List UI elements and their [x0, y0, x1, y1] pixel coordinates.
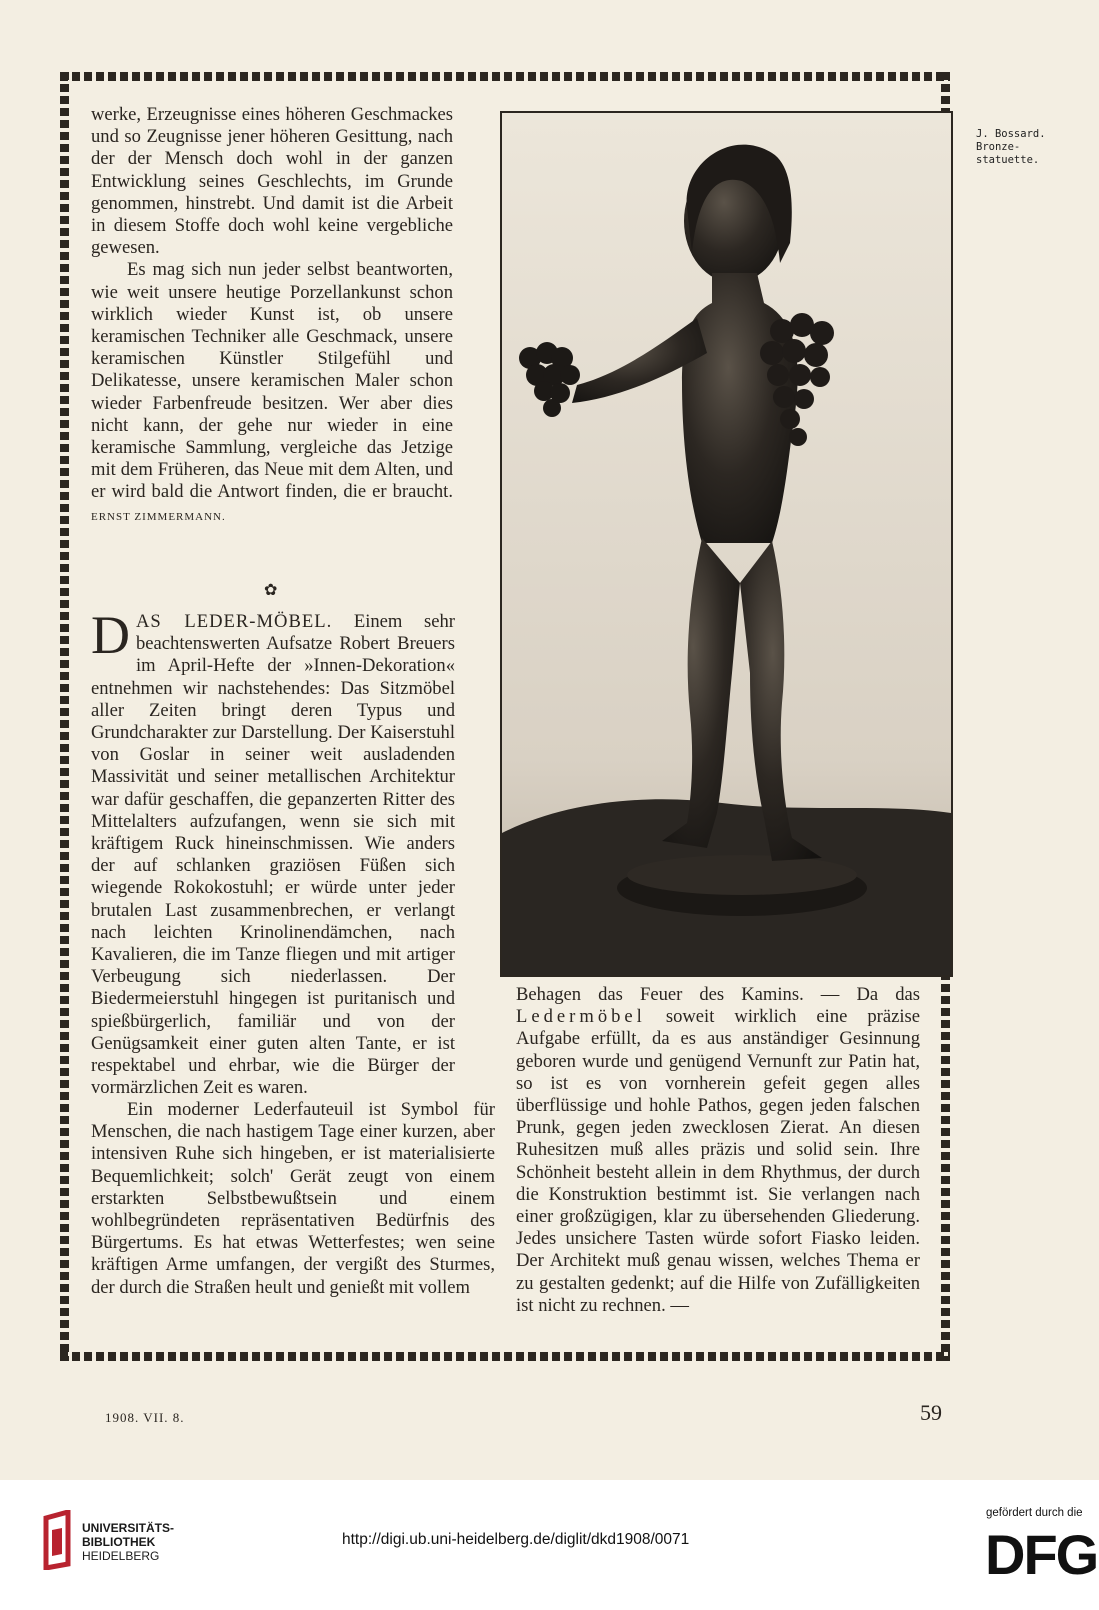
paragraph-text: Einem sehr beachtenswerten Aufsatze Robert Breuers im April-Hefte der »Innen-Dekoration« entnehmen wir nachstehendes: Das Sitzmöbel aller Zeiten bringt deren Typus und Grundcharakter zur Darstellung. Der Kaiserstuhl von Goslar in seiner weit ausladenden Massivität und seiner metallischen Architektur war dafür geschaffen, die gepanzerten Ritter des Mittelalters aufzufangen, wenn sie sich mit kräftigem Ruck hineinschmissen. Wie anders der auf schlanken graziösen Füßen sich wiegende Rokokostuhl; er würde unter jeder brutalen Last zusammenbrechen, er verlangt nach leichten Krinolinendämchen, nach Kavalieren, die im Tanze fliegen und mit artiger Verbeugung sich niederlassen. Der Biedermeierstuhl hingegen ist puritanisch und spießbürgerlich, familiär und von der Genügsamkeit einer guten alten Tante, er ist respektabel und ehrbar, wie die Bürger der vormärzlichen Zeit es waren. [91, 611, 455, 1099]
paragraph: Ein moderner Lederfauteuil ist Symbol für Menschen, die nach hastigem Tage einer kurzen, aber intensiven Ruhe sich hingeben, er ist materialisierte Bequemlichkeit; solch' Gerät zeugt von einem erstarkten Selbstbewußtsein und einem wohlbegründeten repräsentativen Bedürfnis des Bürgertums. Es hat etwas Wetterfestes; wen seine kräftigen Arme umfangen, der vergißt des Sturmes, der durch die Straßen heult und genießt mit vollem [91, 1099, 495, 1298]
paragraph [516, 984, 920, 1317]
frame-top [60, 72, 950, 81]
caption-artist: J. Bossard. [976, 128, 1046, 140]
article-body [91, 605, 455, 1099]
author-signature: ERNST ZIMMERMANN. [91, 510, 226, 523]
photo-caption [976, 128, 1086, 167]
paragraph [91, 605, 455, 1099]
paragraph: werke, Erzeugnisse eines höheren Geschmackes und so Zeugnisse jener höheren Gesittung, nach der der Mensch doch wohl in der ganzen Entwicklung seines Geschlechts, im Grunde genommen, hinstrebt. Und damit ist die Arbeit in diesem Stoffe doch wohl keine vergebliche gewesen. [91, 104, 453, 259]
page-number: 59 [920, 1400, 942, 1425]
emphasized-word: Ledermöbel [516, 1006, 646, 1028]
caption-line: Bronze- [976, 141, 1021, 153]
article-title: AS LEDER-MÖBEL. [136, 611, 333, 632]
library-name [82, 1521, 174, 1563]
paragraph [91, 259, 453, 527]
issue-number: 1908. VII. 8. [105, 1410, 185, 1425]
funding-note: gefördert durch die [986, 1507, 1083, 1519]
university-library-logo-icon [40, 1510, 76, 1570]
library-name-line: UNIVERSITÄTS- [82, 1521, 175, 1535]
paragraph-text: Es mag sich nun jeder selbst beantworten, wie weit unsere heutige Porzellankunst schon wirklich wieder Kunst ist, ob unsere keramischen Techniker alle Geschmack, unsere keramischen Künstler Stilgefühl und Delikatesse, unsere keramischen Maler schon wieder Farbenfreude besitzen. Wer aber dies nicht kann, der gehe nur wieder in eine keramische Sammlung, vergleiche das Jetzige mit dem Früheren, das Neue mit dem Alten, und er wird bald die Antwort finden, die er braucht. [91, 259, 453, 503]
library-name-line: HEIDELBERG [82, 1549, 160, 1563]
library-footer-bar [0, 1480, 1099, 1610]
paragraph-text: Behagen das Feuer des Kamins. — Da das [516, 984, 920, 1005]
dfg-logo: DFG [985, 1523, 1098, 1586]
article-body-lower [91, 1099, 495, 1299]
permalink-url[interactable]: http://digi.ub.uni-heidelberg.de/diglit/dkd1908/0071 [342, 1531, 690, 1548]
left-column-top [91, 104, 453, 528]
frame-left [60, 72, 69, 1361]
paragraph-text: soweit wirklich eine präzise Aufgabe erfüllt, da es aus anständiger Gesinnung geboren wurde und genügend Vernunft zur Patin hat, so ist es von vornherein gefeit gegen alles überflüssige und hohle Pathos, gegen jeden falschen Prunk, gegen jeden zwecklosen Zierat. An diesen Ruhesitzen muß alles präzis und solid sein. Ihre Schönheit besteht allein in dem Rhythmus, der durch die Konstruktion bestimmt ist. Sie verlangen nach einer großzügigen, klar zu übersehenden Gliederung. Jedes unsichere Tasten würde sofort Fiasko leiden. Der Architekt muß genau wissen, welches Thema er zu gestalten gedenkt; auf die Hilfe von Zufälligkeiten ist nicht zu rechnen. — [516, 1006, 920, 1316]
ornament-icon: ✿ [264, 582, 278, 599]
library-name-line: BIBLIOTHEK [82, 1535, 156, 1549]
drop-cap: D [91, 605, 130, 665]
statuette-figure [502, 113, 951, 975]
right-column-text [516, 984, 920, 1317]
caption-line: statuette. [976, 154, 1040, 166]
frame-bottom [60, 1352, 950, 1361]
statuette-photo [500, 111, 953, 977]
